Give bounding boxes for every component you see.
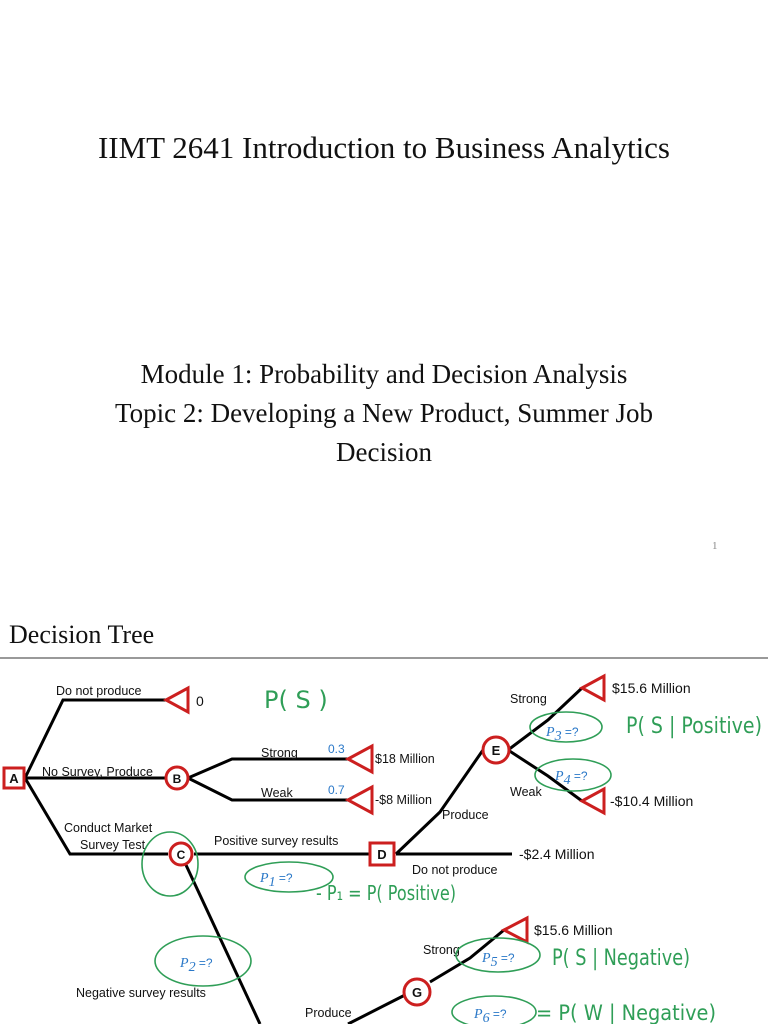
prob-b-weak: 0.7 xyxy=(328,783,345,797)
unknown-p4: P4 =? xyxy=(555,769,588,788)
note-p-s-positive: P( S | Positive) xyxy=(626,714,762,739)
topic-line-1: Topic 2: Developing a New Product, Summer Job xyxy=(114,398,654,428)
prob-b-strong: 0.3 xyxy=(328,742,345,756)
terminal-b-strong xyxy=(348,746,372,772)
topic-line-2: Decision xyxy=(336,437,432,467)
label-b-strong: Strong xyxy=(261,746,298,760)
note-p1-equals: - P₁ = P( Positive) xyxy=(316,881,456,905)
payoff-b-strong: $18 Million xyxy=(375,752,435,766)
terminal-do-not-produce xyxy=(166,688,188,712)
label-do-not-produce: Do not produce xyxy=(56,684,142,698)
decision-tree-diagram xyxy=(0,580,768,1024)
unknown-p1: P1 =? xyxy=(260,871,293,890)
node-a-label: A xyxy=(9,771,19,786)
unknown-p2: P2 =? xyxy=(180,956,213,975)
label-e-strong: Strong xyxy=(510,692,547,706)
slide-subtitle xyxy=(40,355,728,472)
label-d-produce: Produce xyxy=(442,808,489,822)
label-positive-results: Positive survey results xyxy=(214,834,339,848)
label-e-weak: Weak xyxy=(510,785,542,799)
label-b-weak: Weak xyxy=(261,786,293,800)
unknown-p5: P5 =? xyxy=(482,951,515,970)
slide-title: Decision Tree xyxy=(9,620,155,649)
label-negative-results: Negative survey results xyxy=(76,986,206,1000)
module-line: Module 1: Probability and Decision Analysis xyxy=(140,359,628,389)
terminal-b-weak xyxy=(348,787,372,813)
terminal-e-weak xyxy=(582,789,604,813)
payoff-e-strong: $15.6 Million xyxy=(612,680,691,696)
note-p-s: P( S ) xyxy=(264,686,328,714)
label-g-strong: Strong xyxy=(423,943,460,957)
node-c-label: C xyxy=(176,848,186,862)
node-b-label: B xyxy=(172,772,182,786)
label-no-survey-produce: No Survey, Produce xyxy=(42,765,153,779)
label-conduct-survey-1: Conduct Market xyxy=(64,821,153,835)
payoff-zero: 0 xyxy=(196,693,204,709)
node-g-label: G xyxy=(411,985,423,1000)
payoff-e-weak: -$10.4 Million xyxy=(610,793,694,809)
page-number: 1 xyxy=(712,540,718,552)
unknown-p3: P3 =? xyxy=(546,725,579,744)
payoff-b-weak: -$8 Million xyxy=(375,793,432,807)
decision-tree-slide xyxy=(0,580,768,1024)
label-d-do-not-produce: Do not produce xyxy=(412,863,498,877)
payoff-g-strong: $15.6 Million xyxy=(534,922,613,938)
course-title: IIMT 2641 Introduction to Business Analytics xyxy=(97,130,671,165)
note-p-w-negative: = P( W | Negative) xyxy=(536,1001,732,1024)
node-d-label: D xyxy=(377,847,387,862)
payoff-d-no: -$2.4 Million xyxy=(519,846,595,862)
node-e-label: E xyxy=(491,743,501,758)
label-conduct-survey-2: Survey Test xyxy=(80,838,146,852)
unknown-p6: P6 =? xyxy=(474,1007,507,1024)
terminal-e-strong xyxy=(582,676,604,700)
label-g-produce: Produce xyxy=(305,1006,352,1020)
note-p-s-negative: P( S | Negative) xyxy=(552,946,690,971)
